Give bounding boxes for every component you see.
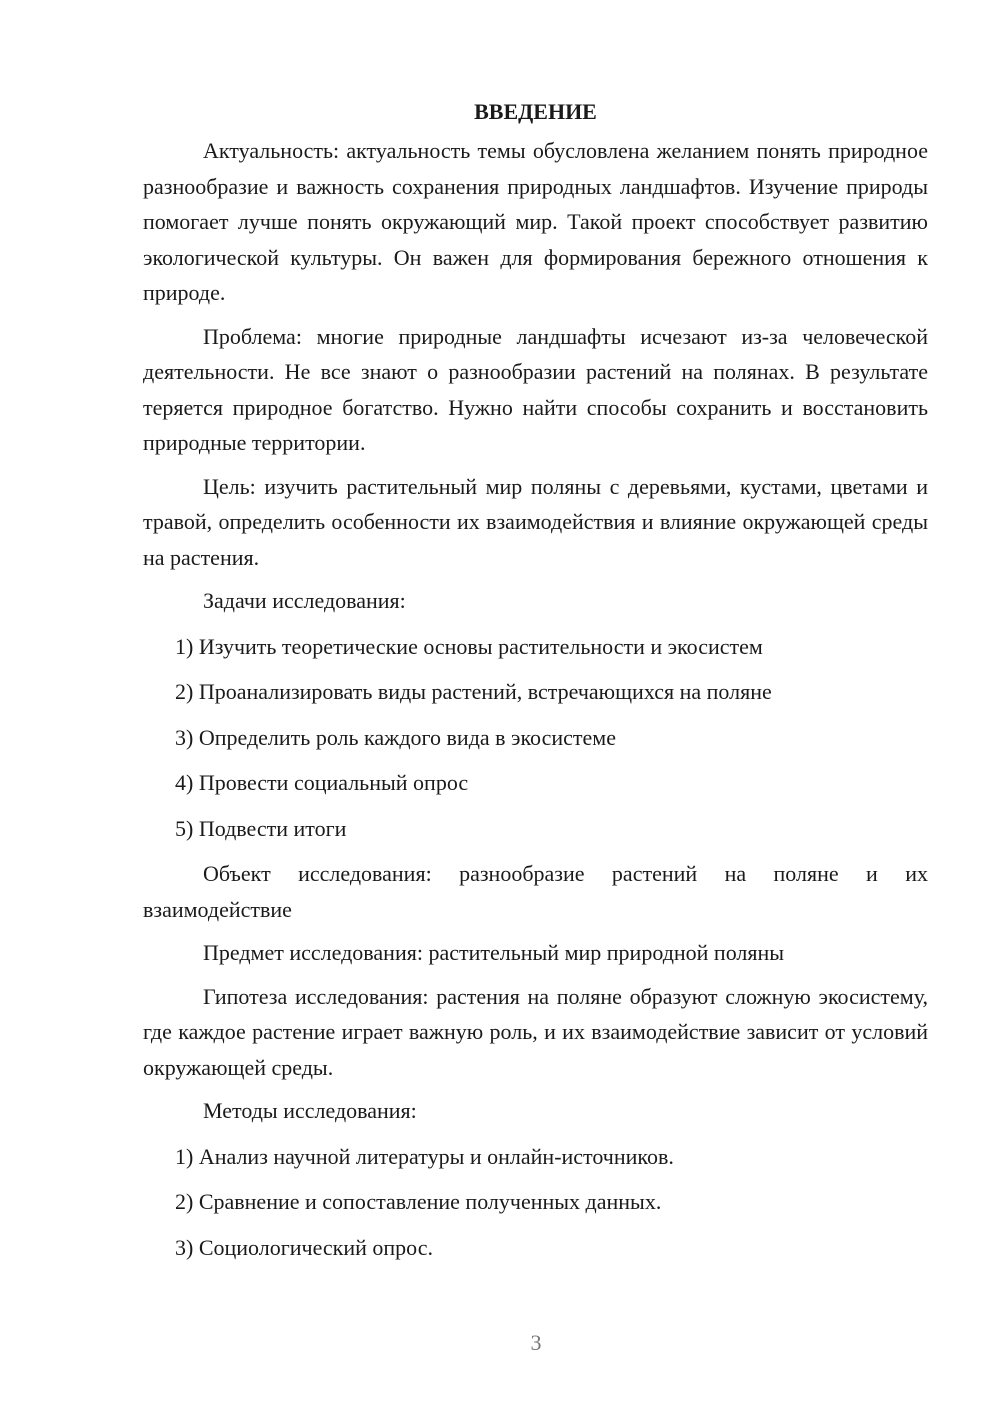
subject-paragraph: Предмет исследования: растительный мир природной поляны (203, 940, 785, 965)
tasks-list (143, 629, 928, 847)
tasks-heading: Задачи исследования: (203, 588, 406, 613)
list-item: 5) Подвести итоги (175, 815, 347, 841)
list-item: 1) Анализ научной литературы и онлайн-источников. (175, 1143, 674, 1169)
list-item: 3) Определить роль каждого вида в экосистеме (175, 724, 616, 750)
list-item: 4) Провести социальный опрос (175, 770, 469, 795)
relevance-paragraph: Актуальность: актуальность темы обусловлена желанием понять природное разнообразие и важность сохранения природных ландшафтов. Изучение природы помогает лучше понять окружающий мир. Такой проект способствует развитию экологической культуры. Он важен для формирования бережного отношения к природе. (143, 138, 928, 305)
object-paragraph: Объект исследования: разнообразие растений на поляне и их взаимодействие (143, 861, 928, 922)
hypothesis-paragraph: Гипотеза исследования: растения на поляне образуют сложную экосистему, где каждое растение играет важную роль, и их взаимодействие зависит от условий окружающей среды. (143, 983, 928, 1080)
list-item: 3) Социологический опрос. (175, 1234, 433, 1260)
document-page (143, 95, 928, 1275)
page-number: 3 (530, 1330, 542, 1355)
list-item: 2) Сравнение и сопоставление полученных данных. (175, 1189, 662, 1214)
list-item: 2) Проанализировать виды растений, встречающихся на поляне (175, 679, 772, 704)
goal-paragraph: Цель: изучить растительный мир поляны с деревьями, кустами, цветами и травой, определить особенности их взаимодействия и влияние окружающей среды на растения. (143, 473, 928, 570)
list-item: 1) Изучить теоретические основы растительности и экосистем (175, 633, 763, 659)
methods-heading: Методы исследования: (203, 1098, 417, 1123)
problem-paragraph: Проблема: многие природные ландшафты исчезают из-за человеческой деятельности. Не все знают о разнообразии растений на полянах. В результате теряется природное богатство. Нужно найти способы сохранить и восстановить природные территории. (143, 323, 928, 455)
methods-list (143, 1139, 928, 1266)
section-title: ВВЕДЕНИЕ (474, 99, 597, 124)
